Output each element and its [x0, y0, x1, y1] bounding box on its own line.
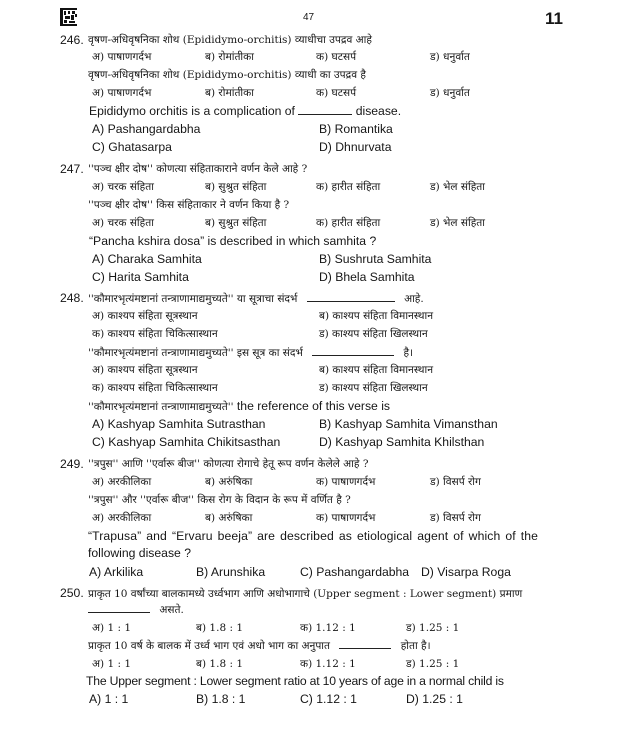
option-d: ड) 1.25 : 1	[406, 658, 460, 670]
option-c: C) Pashangardabha	[300, 565, 410, 579]
question-text-english: The Upper segment : Lower segment ratio at 10 years of age in a normal child is	[86, 674, 504, 688]
question-number: 250.	[60, 586, 84, 600]
option-a: A) Kashyap Samhita Sutrasthan	[92, 417, 266, 431]
question-text-marathi-end: असते.	[159, 604, 184, 616]
option-b: ब) अरुंषिका	[205, 476, 253, 488]
option-d: D) Bhela Samhita	[319, 270, 415, 284]
question-text-hindi-start: ''कौमारभृत्यंमष्टानां तन्त्राणामाद्यमुच्यते'' इस सूत्र का संदर्भ	[88, 347, 303, 359]
question-text-marathi-start: ''कौमारभृत्यंमष्टानां तन्त्राणामाद्यमुच्यते'' या सूत्राचा संदर्भ	[88, 293, 298, 305]
question-text-hindi	[88, 344, 413, 361]
question-text-marathi: ''त्रपुस'' आणि ''एर्वारू बीज'' कोणत्या रोगाचे हेतू रूप वर्णन केलेले आहे ?	[88, 458, 369, 470]
question-text-hindi: ''पञ्च क्षीर दोष'' किस संहिताकार ने वर्णन किया है ?	[88, 199, 290, 211]
option-c: क) काश्यप संहिता चिकित्सास्थान	[92, 328, 218, 340]
option-d: ड) भेल संहिता	[430, 217, 485, 229]
question-text-marathi-line1	[88, 585, 522, 602]
option-b: B) Kashyap Samhita Vimansthan	[319, 417, 498, 431]
option-a: A) Pashangardabha	[92, 122, 201, 136]
option-b: ब) रोमांतीका	[205, 87, 254, 99]
option-c: क) हारीत संहिता	[316, 181, 381, 193]
option-d: D) 1.25 : 1	[406, 692, 463, 706]
option-b: ब) 1.8 : 1	[196, 622, 244, 634]
question-text-english	[88, 398, 390, 415]
question-text-hindi: ''त्रपुस'' और ''एर्वारू बीज'' किस रोग के विदान के रूप में वर्णित है ?	[88, 494, 351, 506]
question-text-english	[89, 103, 401, 119]
option-b: ब) काश्यप संहिता विमानस्थान	[319, 364, 434, 376]
option-b: B) Romantika	[319, 122, 393, 136]
question-text-english-start: Epididymo orchitis is a complication of	[89, 104, 295, 118]
option-b: ब) रोमांतीका	[205, 51, 254, 63]
question-verse: ''कौमारभृत्यंमष्टानां तन्त्राणामाद्यमुच्यते''	[88, 401, 234, 413]
option-a: अ) अरकीलिका	[92, 512, 152, 524]
option-c: क) हारीत संहिता	[316, 217, 381, 229]
answer-blank	[307, 290, 395, 302]
option-c: C) Ghatasarpa	[92, 140, 172, 154]
question-text-marathi: प्राकृत 10 वर्षांच्या बालकामध्ये उर्ध्वभाग आणि अधोभागाचे (Upper segment : Lower segment) प्रमाण	[88, 588, 523, 600]
option-a: अ) 1 : 1	[92, 622, 132, 634]
page-number: 11	[545, 9, 563, 28]
option-c: क) पाषाणगर्दभ	[316, 512, 376, 524]
option-a: अ) पाषाणगर्दभ	[92, 51, 152, 63]
option-c: C) 1.12 : 1	[300, 692, 357, 706]
question-text-hindi-end: है।	[403, 347, 414, 359]
option-d: D) Visarpa Roga	[421, 565, 511, 579]
question-text-hindi	[88, 637, 431, 654]
option-d: ड) धनुर्वात	[430, 51, 470, 63]
answer-blank	[88, 601, 150, 613]
option-c: क) पाषाणगर्दभ	[316, 476, 376, 488]
question-text-marathi-end: आहे.	[404, 293, 424, 305]
question-text-hindi: वृषण-अधिवृषनिका शोथ (Epididymo-orchitis) व्याधी का उपद्रव है	[88, 69, 366, 81]
option-a: अ) 1 : 1	[92, 658, 132, 670]
option-a: अ) चरक संहिता	[92, 217, 154, 229]
option-d: ड) विसर्प रोग	[430, 512, 481, 524]
option-a: अ) अरकीलिका	[92, 476, 152, 488]
option-c: क) घटसर्प	[316, 51, 357, 63]
option-a: अ) काश्यप संहिता सूत्रस्थान	[92, 310, 198, 322]
option-a: अ) पाषाणगर्दभ	[92, 87, 152, 99]
question-text-hindi-end: होता है।	[400, 640, 431, 652]
option-b: ब) काश्यप संहिता विमानस्थान	[319, 310, 434, 322]
option-a: अ) काश्यप संहिता सूत्रस्थान	[92, 364, 198, 376]
option-b: ब) अरुंषिका	[205, 512, 253, 524]
option-b: B) 1.8 : 1	[196, 692, 246, 706]
option-d: ड) धनुर्वात	[430, 87, 470, 99]
answer-blank	[339, 637, 391, 649]
option-d: D) Dhnurvata	[319, 140, 392, 154]
option-d: ड) काश्यप संहिता खिलस्थान	[319, 328, 428, 340]
option-d: ड) 1.25 : 1	[406, 622, 460, 634]
option-c: क) 1.12 : 1	[300, 622, 356, 634]
page-center-number: 47	[303, 12, 315, 23]
option-c: क) घटसर्प	[316, 87, 357, 99]
option-b: B) Arunshika	[196, 565, 266, 579]
answer-blank	[312, 344, 394, 356]
barcode-logo	[60, 8, 77, 26]
option-b: ब) सुश्रुत संहिता	[205, 181, 267, 193]
question-number: 249.	[60, 457, 84, 471]
option-d: ड) भेल संहिता	[430, 181, 485, 193]
option-a: A) Arkilika	[89, 565, 144, 579]
question-text-english-end: disease.	[355, 104, 402, 118]
option-a: अ) चरक संहिता	[92, 181, 154, 193]
option-a: A) 1 : 1	[89, 692, 129, 706]
option-d: ड) काश्यप संहिता खिलस्थान	[319, 382, 428, 394]
option-b: ब) सुश्रुत संहिता	[205, 217, 267, 229]
question-text-marathi: ''पञ्च क्षीर दोष'' कोणत्या संहिताकाराने वर्णन केले आहे ?	[88, 163, 308, 175]
answer-blank	[298, 103, 352, 115]
question-text-marathi-line2	[88, 601, 184, 618]
question-text-marathi: वृषण-अधिवृषनिका शोथ (Epididymo-orchitis) व्याधीचा उपद्रव आहे	[88, 34, 372, 46]
question-number: 248.	[60, 291, 84, 305]
option-d: D) Kashyap Samhita Khilsthan	[319, 435, 485, 449]
option-b: ब) 1.8 : 1	[196, 658, 244, 670]
question-text-english-line2: following disease ?	[88, 546, 191, 560]
option-c: क) 1.12 : 1	[300, 658, 356, 670]
option-d: ड) विसर्प रोग	[430, 476, 481, 488]
question-text-english-line1: “Trapusa” and “Ervaru beeja” are described as etiological agent of which of the	[88, 529, 538, 543]
option-c: C) Kashyap Samhita Chikitsasthan	[92, 435, 281, 449]
question-number: 246.	[60, 33, 84, 47]
question-text-marathi	[88, 290, 424, 307]
question-text-english-rest: the reference of this verse is	[236, 399, 390, 413]
option-a: A) Charaka Samhita	[92, 252, 202, 266]
question-number: 247.	[60, 162, 84, 176]
question-text-hindi-start: प्राकृत 10 वर्ष के बालक में उर्ध्व भाग एवं अधो भाग का अनुपात	[88, 640, 331, 652]
question-text-english: “Pancha kshira dosa” is described in which samhita ?	[89, 234, 377, 248]
option-c: C) Harita Samhita	[92, 270, 189, 284]
option-c: क) काश्यप संहिता चिकित्सास्थान	[92, 382, 218, 394]
option-b: B) Sushruta Samhita	[319, 252, 432, 266]
